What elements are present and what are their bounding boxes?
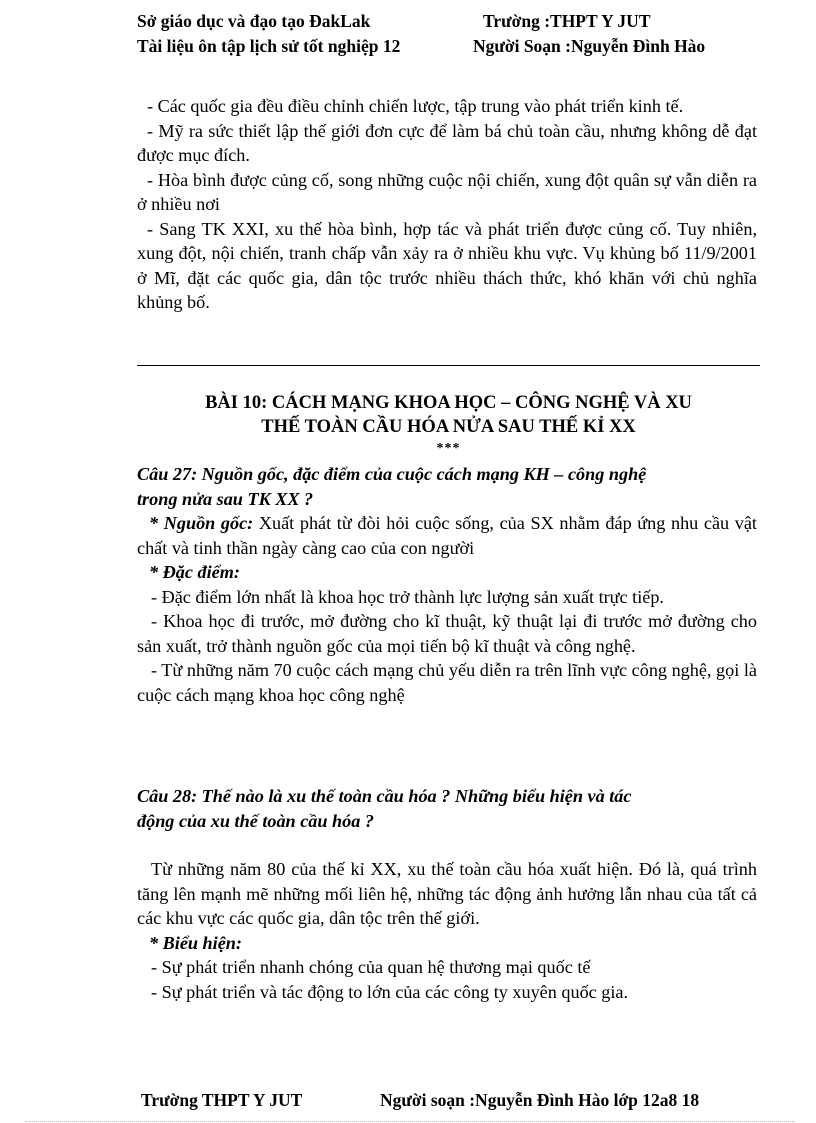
footer-school: Trường THPT Y JUT bbox=[141, 1090, 303, 1110]
q27-origin-text: Xuất phát từ đòi hỏi cuộc sống, của SX nhằm đáp ứng nhu cầu vật chất và tinh thần ngày càng cao của con người bbox=[137, 513, 757, 558]
header-author: Người Soạn :Nguyễn Đình Hào bbox=[473, 36, 706, 56]
q27-features-label: * Đặc điểm: bbox=[149, 562, 240, 582]
q27-heading-line-1: Câu 27: Nguồn gốc, đặc điểm của cuộc cách mạng KH – công nghệ bbox=[137, 464, 647, 484]
lesson-title bbox=[137, 391, 760, 439]
q27-feature: - Từ những năm 70 cuộc cách mạng chủ yếu diễn ra trên lĩnh vực công nghệ, gọi là cuộc cách mạng khoa học công nghệ bbox=[137, 660, 757, 705]
section-divider bbox=[137, 365, 760, 366]
intro-section bbox=[137, 94, 757, 315]
q28-manifestation: - Sự phát triển nhanh chóng của quan hệ thương mại quốc tế bbox=[151, 957, 591, 977]
footer-author: Người soạn :Nguyễn Đình Hào lớp 12a8 18 bbox=[380, 1090, 700, 1110]
q28-intro: Từ những năm 80 của thế kỉ XX, xu thế toàn cầu hóa xuất hiện. Đó là, quá trình tăng lên mạnh mẽ những mối liên hệ, những tác động ảnh hưởng lẫn nhau của tất cả các khu vực các quốc gia, dân tộc trên thế giới. bbox=[137, 859, 757, 928]
intro-paragraph: - Các quốc gia đều điều chỉnh chiến lược, tập trung vào phát triển kinh tế. bbox=[147, 96, 684, 116]
q28-manifest-label: * Biểu hiện: bbox=[149, 932, 242, 953]
lesson-stars: *** bbox=[436, 441, 461, 456]
q27-heading-line-2: trong nửa sau TK XX ? bbox=[137, 488, 314, 509]
header-line-1 bbox=[137, 10, 651, 32]
header-line-2 bbox=[137, 35, 706, 57]
q27-feature: - Khoa học đi trước, mở đường cho kĩ thuật, kỹ thuật lại đi trước mở đường cho sản xuất, trở thành nguồn gốc của mọi tiến bộ kĩ thuật và công nghệ. bbox=[137, 611, 757, 656]
intro-paragraph: - Sang TK XXI, xu thế hòa bình, hợp tác và phát triển được củng cố. Tuy nhiên, xung đột, nội chiến, tranh chấp vẫn xảy ra ở nhiều khu vực. Vụ khủng bố 11/9/2001 ở Mĩ, đặt các quốc gia, dân tộc trước nhiều thách thức, khó khăn với chủ nghĩa khủng bố. bbox=[137, 218, 757, 312]
q28-heading-line-1: Câu 28: Thế nào là xu thế toàn cầu hóa ? Những biểu hiện và tác bbox=[137, 786, 632, 806]
question-28 bbox=[137, 784, 757, 1004]
q28-manifestation: - Sự phát triển và tác động to lớn của các công ty xuyên quốc gia. bbox=[151, 981, 629, 1002]
lesson-title-line-2: THẾ TOÀN CẦU HÓA NỬA SAU THẾ KỈ XX bbox=[261, 417, 636, 437]
page-edge bbox=[25, 1121, 795, 1122]
q27-origin-label: * Nguồn gốc: bbox=[149, 513, 254, 533]
q28-heading-line-2: động của xu thế toàn cầu hóa ? bbox=[137, 810, 374, 831]
lesson-title-line-1: BÀI 10: CÁCH MẠNG KHOA HỌC – CÔNG NGHỆ VÀ XU bbox=[205, 393, 692, 413]
q27-feature: - Đặc điểm lớn nhất là khoa học trở thành lực lượng sản xuất trực tiếp. bbox=[151, 586, 664, 607]
intro-paragraph: - Mỹ ra sức thiết lập thế giới đơn cực để làm bá chủ toàn cầu, nhưng không dễ đạt được mục đích. bbox=[137, 120, 757, 165]
intro-paragraph: - Hòa bình được củng cố, song những cuộc nội chiến, xung đột quân sự vẫn diễn ra ở nhiều nơi bbox=[137, 169, 757, 214]
question-27 bbox=[137, 462, 757, 707]
q27-origin bbox=[137, 511, 757, 560]
page-footer bbox=[141, 1090, 700, 1111]
header-doc-title: Tài liệu ôn tập lịch sử tốt nghiệp 12 bbox=[137, 36, 401, 56]
header-school: Trường :THPT Y JUT bbox=[483, 11, 651, 31]
header-department: Sở giáo dục và đạo tạo ĐakLak bbox=[137, 11, 371, 31]
